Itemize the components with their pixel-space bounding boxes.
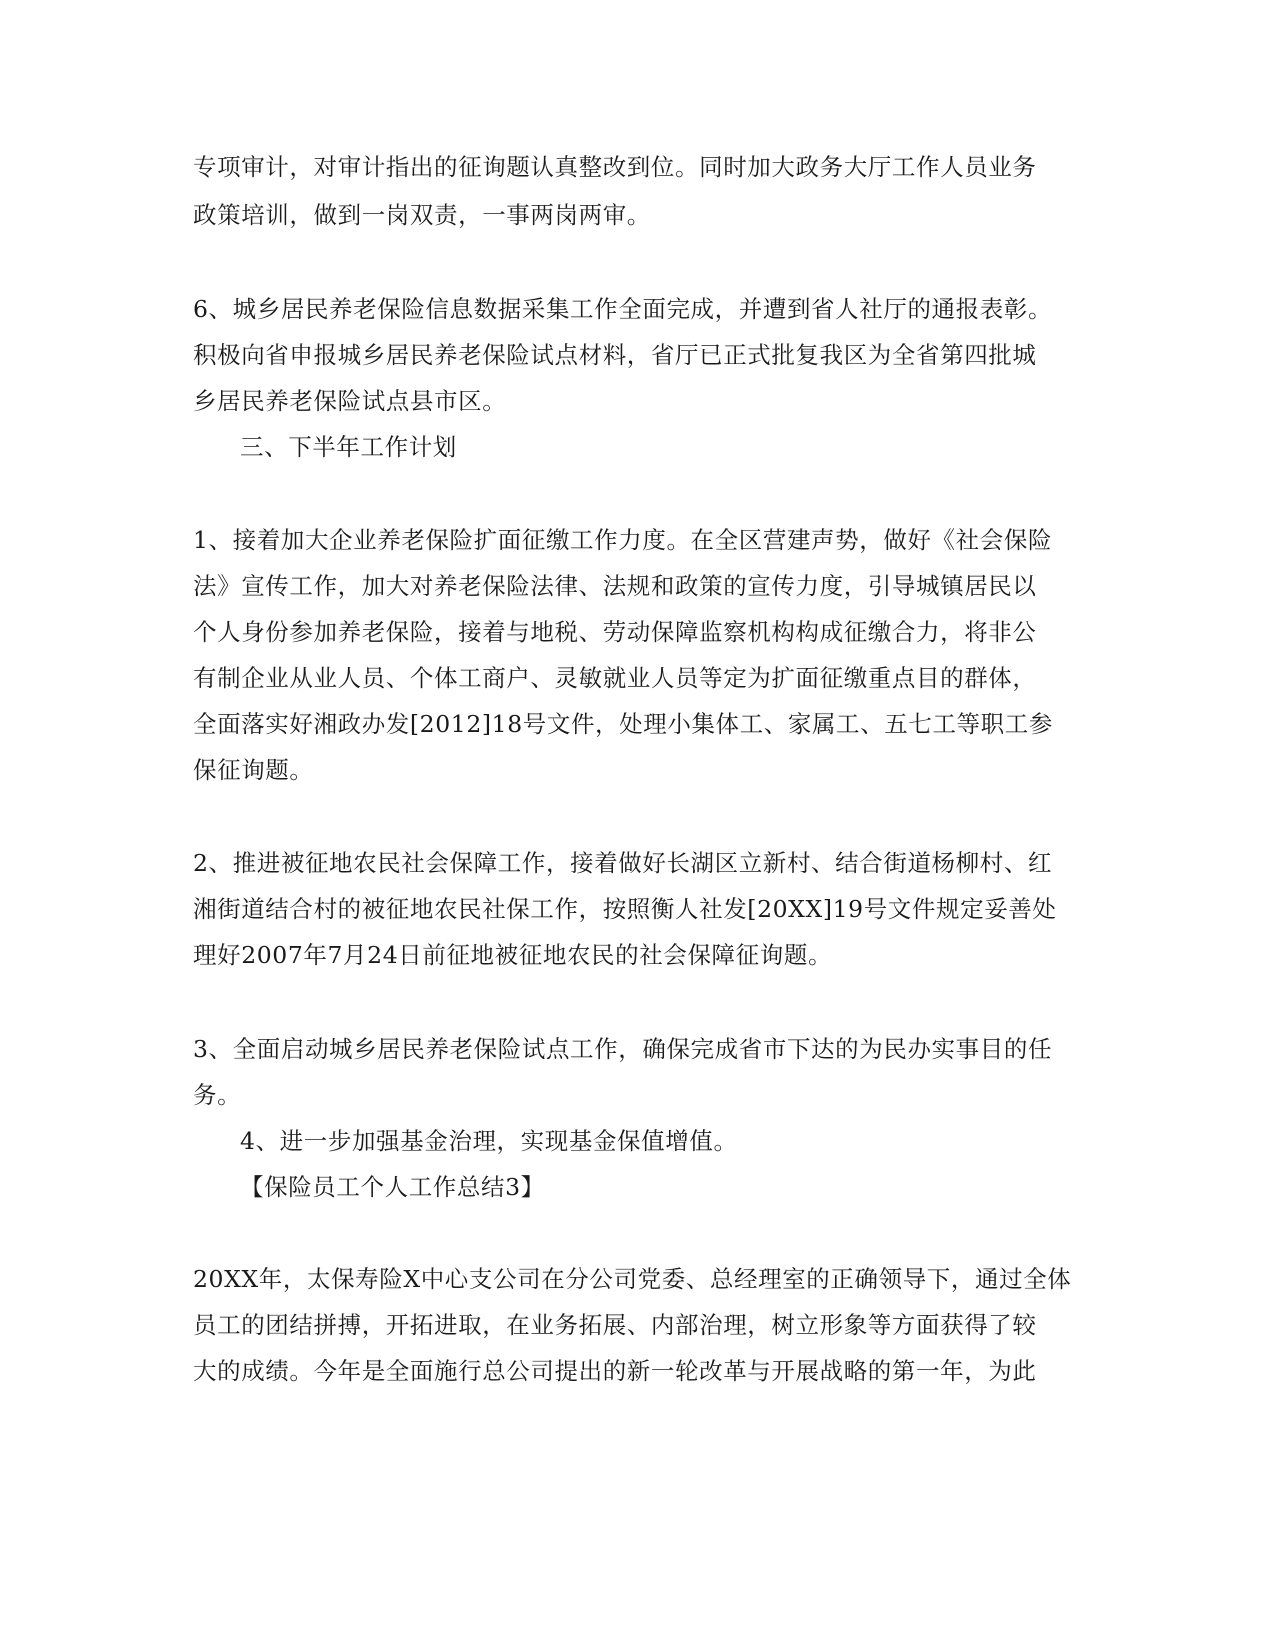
text-line: 6、城乡居民养老保险信息数据采集工作全面完成，并遭到省人社厅的通报表彰。 bbox=[193, 295, 1053, 323]
text-line: 有制企业从业人员、个体工商户、灵敏就业人员等定为扩面征缴重点目的群体， bbox=[193, 664, 1037, 692]
text-line: 保征询题。 bbox=[193, 756, 314, 784]
text-line: 4、进一步加强基金治理，实现基金保值增值。 bbox=[240, 1127, 738, 1155]
text-line: 政策培训，做到一岗双责，一事两岗两审。 bbox=[193, 201, 651, 229]
text-line: 积极向省申报城乡居民养老保险试点材料，省厅已正式批复我区为全省第四批城 bbox=[193, 341, 1037, 369]
text-line: 全面落实好湘政办发[2012]18号文件，处理小集体工、家属工、五七工等职工参 bbox=[193, 710, 1053, 738]
text-line: 务。 bbox=[193, 1081, 242, 1109]
text-line: 理好2007年7月24日前征地被征地农民的社会保障征询题。 bbox=[193, 941, 833, 969]
text-line: 专项审计，对审计指出的征询题认真整改到位。同时加大政务大厅工作人员业务 bbox=[193, 153, 1037, 181]
text-line: 3、全面启动城乡居民养老保险试点工作，确保完成省市下达的为民办实事目的任 bbox=[193, 1035, 1053, 1063]
text-line: 个人身份参加养老保险，接着与地税、劳动保障监察机构构成征缴合力，将非公 bbox=[193, 618, 1037, 646]
section-heading: 三、下半年工作计划 bbox=[240, 433, 457, 461]
text-line: 大的成绩。今年是全面施行总公司提出的新一轮改革与开展战略的第一年，为此 bbox=[193, 1357, 1037, 1385]
text-line: 员工的团结拼搏，开拓进取，在业务拓展、内部治理，树立形象等方面获得了较 bbox=[193, 1311, 1037, 1339]
section-heading: 【保险员工个人工作总结3】 bbox=[240, 1173, 545, 1201]
text-line: 法》宣传工作，加大对养老保险法律、法规和政策的宣传力度，引导城镇居民以 bbox=[193, 572, 1037, 600]
text-line: 湘街道结合村的被征地农民社保工作，按照衡人社发[20XX]19号文件规定妥善处 bbox=[193, 895, 1057, 923]
text-line: 1、接着加大企业养老保险扩面征缴工作力度。在全区营建声势，做好《社会保险 bbox=[193, 526, 1053, 554]
text-line: 2、推进被征地农民社会保障工作，接着做好长湖区立新村、结合街道杨柳村、红 bbox=[193, 849, 1053, 877]
text-line: 20XX年，太保寿险X中心支公司在分公司党委、总经理室的正确领导下，通过全体 bbox=[193, 1265, 1072, 1293]
text-line: 乡居民养老保险试点县市区。 bbox=[193, 387, 507, 415]
